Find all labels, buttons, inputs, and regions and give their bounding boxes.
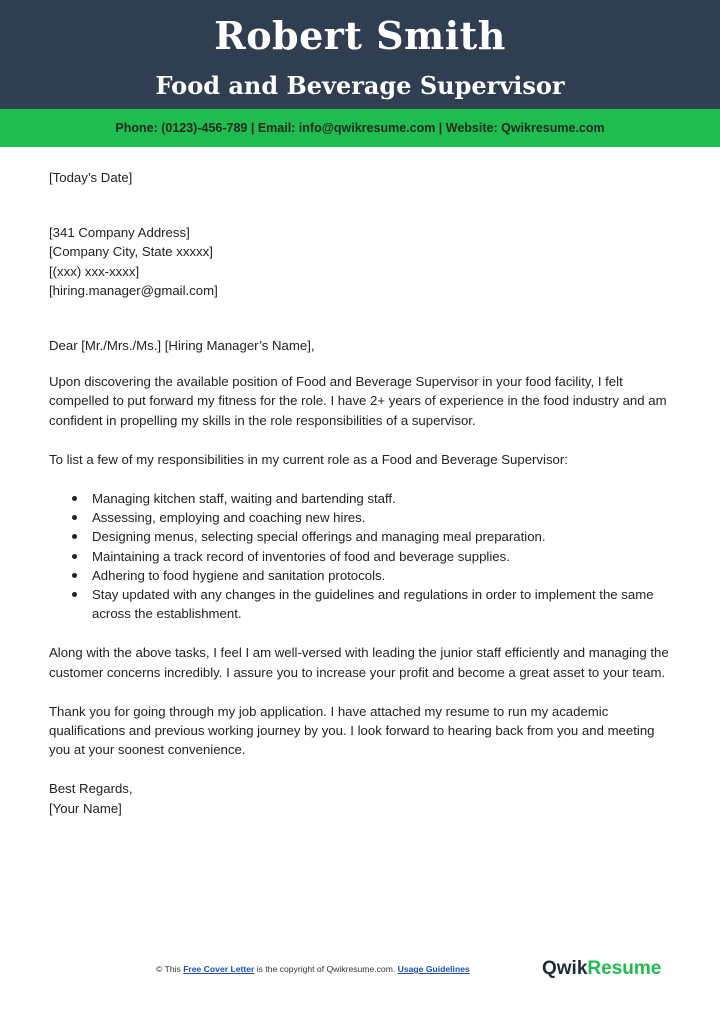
salutation: Dear [Mr./Mrs./Ms.] [Hiring Manager’s Name], (49, 338, 315, 354)
job-title: Food and Beverage Supervisor (155, 71, 565, 100)
address-line: [(xxx) xxx-xxxx] (49, 263, 140, 279)
list-intro: To list a few of my responsibilities in my current role as a Food and Beverage Supervisor: (49, 451, 568, 467)
address-line: [hiring.manager@gmail.com] (49, 282, 218, 298)
letter-body (49, 168, 679, 818)
letter-date: [Today’s Date] (49, 170, 133, 185)
logo-part-resume: Resume (587, 958, 662, 979)
list-item-text: Maintaining a track record of inventories of food and beverage supplies. (92, 548, 510, 564)
address-line: [341 Company Address] (49, 225, 190, 241)
list-item-text: Stay updated with any changes in the guidelines and regulations in order to implement the same across the establishment. (92, 587, 654, 622)
sign-off: Best Regards, (49, 781, 133, 797)
logo-part-qwik: Qwik (542, 958, 588, 979)
free-cover-letter-link[interactable]: Free Cover Letter (183, 964, 255, 974)
contact-bar (0, 109, 720, 147)
header-banner (0, 0, 720, 109)
qwikresume-logo (542, 956, 661, 982)
list-item-text: Managing kitchen staff, waiting and bartending staff. (92, 491, 396, 507)
list-item (72, 547, 679, 566)
bullet-icon (72, 534, 77, 539)
recipient-address (49, 223, 679, 300)
list-item (72, 508, 679, 527)
list-item-text: Designing menus, selecting special offerings and managing meal preparation. (92, 529, 546, 545)
list-item-text: Assessing, employing and coaching new hires. (92, 510, 366, 526)
usage-guidelines-link[interactable]: Usage Guidelines (397, 964, 470, 974)
footer (0, 956, 720, 986)
paragraph-body: Along with the above tasks, I feel I am well-versed with leading the junior staff efficiently and managing the customer concerns incredibly. I assure you to increase your profit and become a great asset to your team. (49, 645, 669, 680)
list-item (72, 585, 679, 623)
copyright-middle: is the copyright of Qwikresume.com. (254, 964, 398, 974)
paragraph-closing: Thank you for going through my job application. I have attached my resume to run my academic qualifications and previous working journey by you. I look forward to hearing back from you and meeting you at your soonest convenience. (49, 703, 655, 758)
copyright-note (156, 964, 470, 974)
bullet-icon (72, 573, 77, 578)
list-item-text: Adhering to food hygiene and sanitation protocols. (92, 567, 386, 583)
bullet-icon (72, 554, 77, 559)
bullet-icon (72, 592, 77, 597)
address-line: [Company City, State xxxxx] (49, 244, 213, 260)
copyright-prefix: © This (156, 964, 184, 974)
paragraph-intro: Upon discovering the available position of Food and Beverage Supervisor in your food facility, I felt compelled to put forward my fitness for the role. I have 2+ years of experience in the food industry and am confident in propelling my skills in the role responsibilities of a supervisor. (49, 374, 667, 428)
applicant-name: Robert Smith (214, 13, 506, 58)
signature-name: [Your Name] (49, 800, 122, 816)
bullet-icon (72, 515, 77, 520)
bullet-icon (72, 496, 77, 501)
list-item (72, 489, 679, 508)
responsibilities-list (49, 489, 679, 623)
list-item (72, 566, 679, 585)
list-item (72, 527, 679, 546)
contact-info: Phone: (0123)-456-789 | Email: info@qwikresume.com | Website: Qwikresume.com (115, 121, 605, 135)
